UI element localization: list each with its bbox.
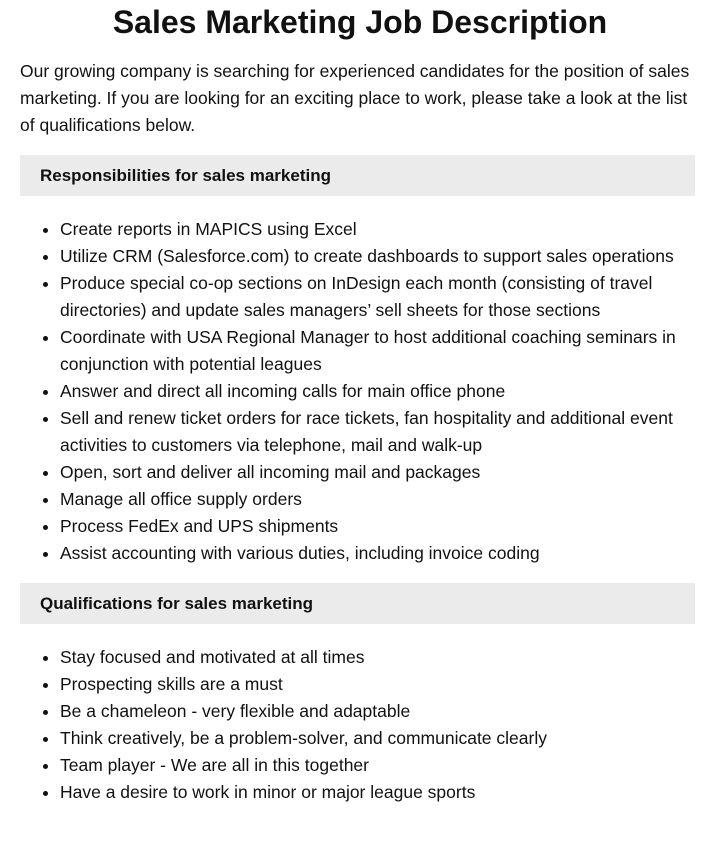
list-item: • Assist accounting with various duties, including invoice coding — [60, 540, 695, 567]
list-item: • Answer and direct all incoming calls for main office phone — [60, 378, 695, 405]
list-item: • Stay focused and motivated at all times — [60, 644, 695, 671]
qualifications-list — [20, 644, 695, 806]
list-item: • Open, sort and deliver all incoming mail and packages — [60, 459, 695, 486]
list-item: • Think creatively, be a problem-solver, and communicate clearly — [60, 725, 695, 752]
list-item: • Prospecting skills are a must — [60, 671, 695, 698]
responsibilities-heading: Responsibilities for sales marketing — [20, 155, 695, 196]
list-item: • Create reports in MAPICS using Excel — [60, 216, 695, 243]
page-title: Sales Marketing Job Description — [112, 4, 608, 40]
list-item: • Coordinate with USA Regional Manager to host additional coaching seminars in conjunction with potential leagues — [60, 324, 695, 378]
list-item: • Team player - We are all in this together — [60, 752, 695, 779]
list-item: • Utilize CRM (Salesforce.com) to create dashboards to support sales operations — [60, 243, 695, 270]
qualifications-heading: Qualifications for sales marketing — [20, 583, 695, 624]
list-item: • Sell and renew ticket orders for race tickets, fan hospitality and additional event activities to customers via telephone, mail and walk-up — [60, 405, 695, 459]
list-item: • Manage all office supply orders — [60, 486, 695, 513]
list-item: • Process FedEx and UPS shipments — [60, 513, 695, 540]
list-item: • Have a desire to work in minor or major league sports — [60, 779, 695, 806]
list-item: • Be a chameleon - very flexible and adaptable — [60, 698, 695, 725]
intro-paragraph: Our growing company is searching for experienced candidates for the position of sales marketing. If you are looking for an exciting place to work, please take a look at the list of qualifications below. — [20, 61, 690, 135]
responsibilities-list — [20, 216, 695, 567]
list-item: • Produce special co-op sections on InDesign each month (consisting of travel directories) and update sales managers’ sell sheets for those sections — [60, 270, 695, 324]
